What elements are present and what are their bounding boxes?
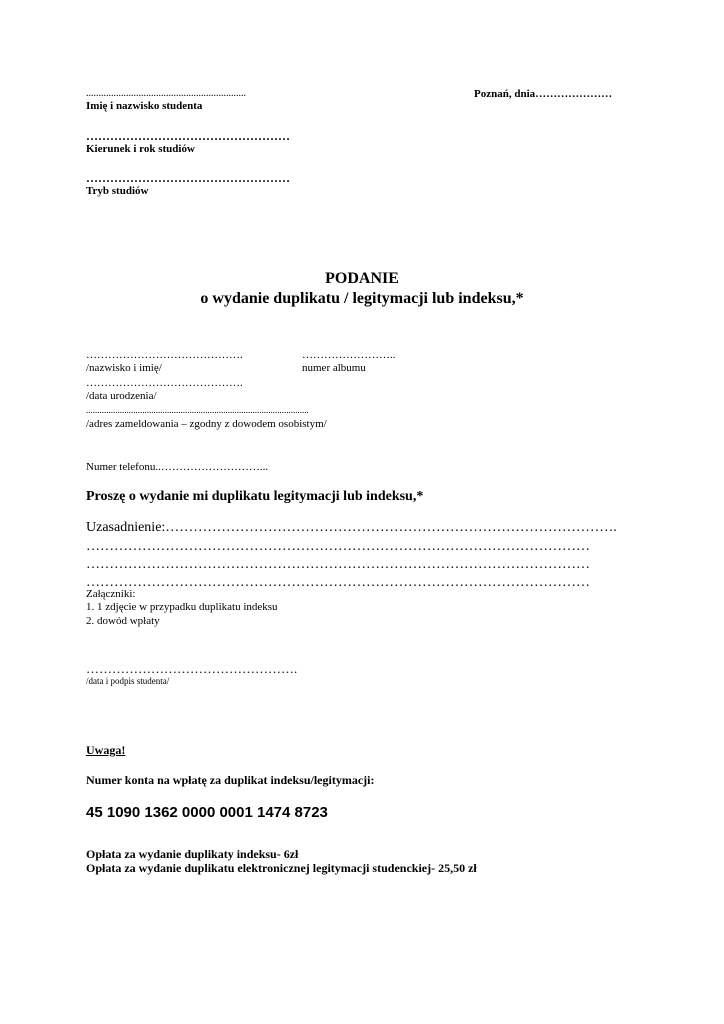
- justification-line-4: ………………………………………………………………………………………………: [86, 575, 590, 590]
- note-heading: Uwaga!: [86, 743, 126, 757]
- fee-index: Opłata za wydanie duplikaty indeksu- 6zł: [86, 847, 299, 861]
- date-field: Poznań, dnia…………………: [474, 88, 613, 100]
- fullname-label: /nazwisko i imię/: [86, 362, 162, 374]
- address-label: /adres zameldowania – zgodny z dowodem osobistym/: [86, 418, 327, 430]
- address-dots: ...................................................................................................: [86, 405, 309, 415]
- course-dots: ……………………………………………: [86, 129, 290, 143]
- account-number: 45 1090 1362 0000 0001 1474 8723: [86, 804, 328, 821]
- name-label: Imię i nazwisko studenta: [86, 100, 203, 112]
- course-label: Kierunek i rok studiów: [86, 143, 195, 155]
- fee-legitimation: Opłata za wydanie duplikatu elektronicznej legitymacji studenckiej- 25,50 zł: [86, 861, 477, 875]
- attachments-heading: Załączniki:: [86, 588, 136, 600]
- album-dots: ……………………..: [302, 349, 396, 361]
- fullname-dots: …………………………………….: [86, 349, 243, 361]
- mode-label: Tryb studiów: [86, 185, 149, 197]
- birthdate-label: /data urodzenia/: [86, 390, 157, 402]
- name-dots: ................................................................: [86, 88, 246, 99]
- page-subtitle: o wydanie duplikatu / legitymacji lub indeksu,*: [200, 290, 524, 307]
- album-label: numer albumu: [302, 362, 366, 374]
- justification-line-3: ………………………………………………………………………………………………: [86, 557, 590, 572]
- birthdate-dots: …………………………………….: [86, 377, 243, 389]
- page-title: PODANIE: [325, 270, 399, 287]
- justification-line-2: ………………………………………………………………………………………………: [86, 539, 590, 554]
- signature-dots: ………………………………………….: [86, 661, 298, 676]
- mode-dots: ……………………………………………: [86, 171, 290, 185]
- attachment-item-2: 2. dowód wpłaty: [86, 615, 160, 627]
- phone-field: Numer telefonu..………………………...: [86, 461, 269, 473]
- attachment-item-1: 1. 1 zdjęcie w przypadku duplikatu indeksu: [86, 601, 278, 613]
- account-label: Numer konta na wpłatę za duplikat indeksu/legitymacji:: [86, 773, 375, 787]
- justification-line-1: Uzasadnienie:…………………………………………………………………………………….: [86, 520, 617, 535]
- signature-label: /data i podpis studenta/: [86, 676, 170, 686]
- request-text: Proszę o wydanie mi duplikatu legitymacji lub indeksu,*: [86, 489, 424, 504]
